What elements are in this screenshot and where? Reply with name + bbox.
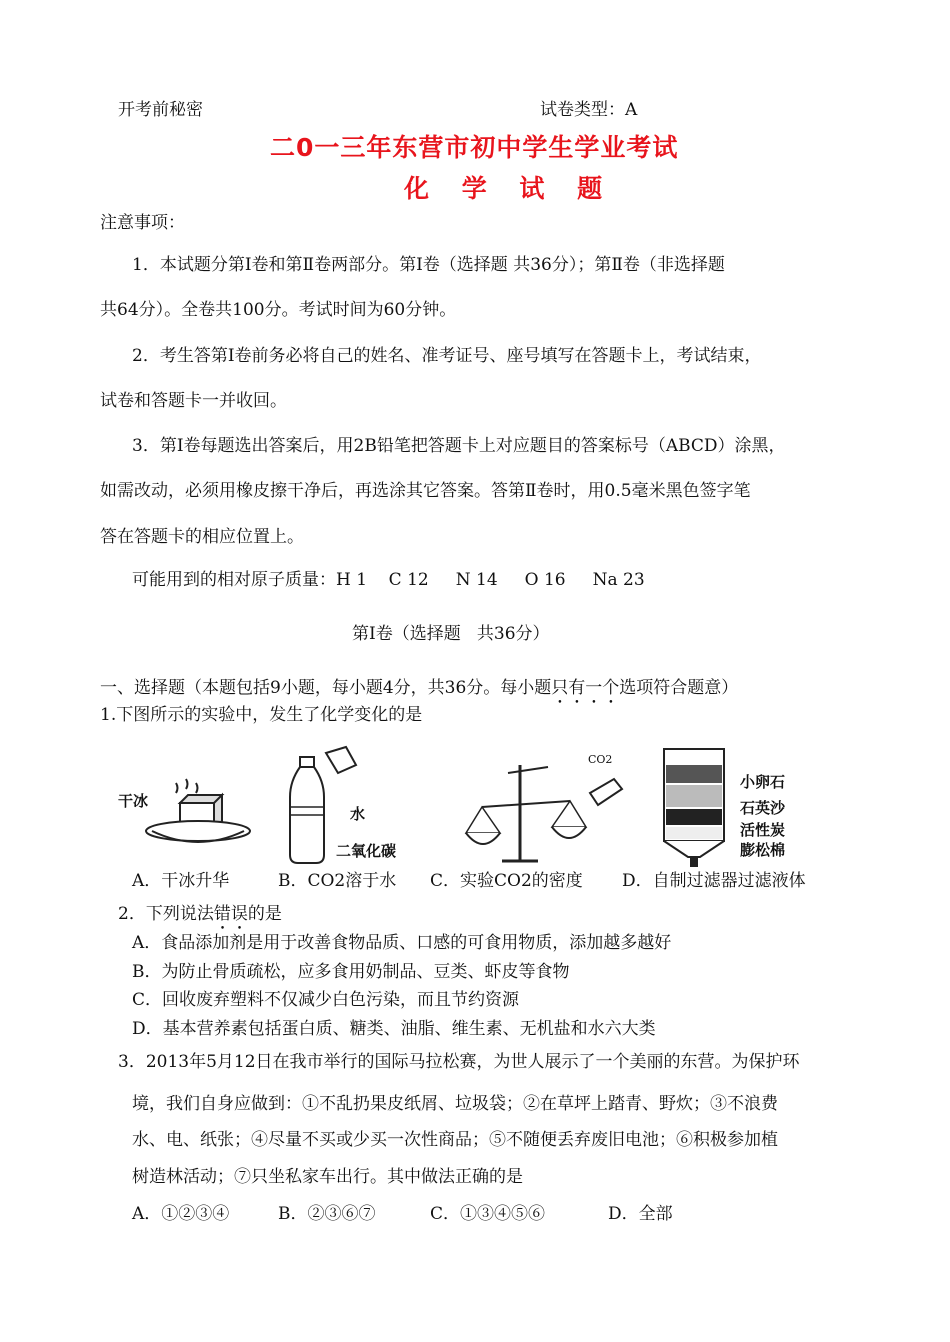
note-2-line-2: 试卷和答题卡一并收回。: [100, 391, 287, 411]
q1-stem: 1.下图所示的实验中，发生了化学变化的是: [100, 705, 423, 725]
filter-layer-4: 膨松棉: [740, 841, 786, 859]
q1-option-b: B．CO2溶于水: [278, 871, 397, 891]
secret-label: 开考前秘密: [118, 100, 203, 120]
atomic-mass-line: 可能用到的相对原子质量：H 1 C 12 N 14 O 16 Na 23: [132, 570, 645, 590]
section-intro-b: 选项符合题意）: [619, 678, 739, 698]
q2-option-d: D．基本营养素包括蛋白质、糖类、油脂、维生素、无机盐和水六大类: [132, 1019, 656, 1039]
q2-option-c: C．回收废弃塑料不仅减少白色污染，而且节约资源: [132, 990, 520, 1010]
section-intro-emphasis: 只有一个: [551, 678, 620, 698]
water-label: 水: [350, 805, 366, 823]
q2-option-b: B．为防止骨质疏松，应多食用奶制品、豆类、虾皮等食物: [132, 962, 570, 982]
note-1-line-2: 共64分）。全卷共100分。考试时间为60分钟。: [100, 300, 457, 320]
q2-stem: [118, 904, 282, 934]
note-3-line-3: 答在答题卡的相应位置上。: [100, 527, 304, 547]
q3-line-2: 境，我们自身应做到：①不乱扔果皮纸屑、垃圾袋；②在草坪上踏青、野炊；③不浪费: [132, 1094, 778, 1114]
notes-heading: 注意事项：: [100, 213, 185, 233]
filter-icon: [660, 745, 730, 870]
filter-layer-1: 小卵石: [740, 773, 786, 791]
figure-dry-ice: [118, 745, 258, 870]
q2-stem-b: 的是: [247, 904, 282, 924]
section-title: 第Ⅰ卷（选择题 共36分）: [352, 624, 550, 644]
section-intro: [100, 678, 738, 708]
note-3-line-1: 3．第Ⅰ卷每题选出答案后，用2B铅笔把答题卡上对应题目的答案标号（ABCD）涂黑，: [132, 436, 786, 456]
dry-ice-label: 干冰: [118, 792, 149, 810]
figure-bottle: [288, 745, 418, 870]
section-intro-a: 一、选择题（本题包括9小题，每小题4分，共36分。每小题: [100, 678, 552, 698]
co2-tag: CO2: [588, 753, 613, 766]
q3-option-b: B．②③⑥⑦: [278, 1204, 376, 1224]
q2-option-a: A．食品添加剂是用于改善食物品质、口感的可食用物质，添加越多越好: [132, 933, 672, 953]
q1-option-d: D．自制过滤器过滤液体: [622, 871, 806, 891]
dry-ice-plate-icon: [138, 775, 258, 850]
figure-balance: [458, 745, 628, 870]
exam-title: 二0一三年东营市初中学生学业考试: [270, 133, 679, 162]
figure-filter: [660, 745, 830, 870]
filter-layer-2: 石英沙: [740, 799, 786, 817]
q3-line-3: 水、电、纸张；④尽量不买或少买一次性商品；⑤不随便丢弃废旧电池；⑥积极参加植: [132, 1130, 778, 1150]
note-3-line-2: 如需改动，必须用橡皮擦干净后，再选涂其它答案。答第Ⅱ卷时，用0.5毫米黑色签字笔: [100, 481, 751, 501]
q3-line-1: 3．2013年5月12日在我市举行的国际马拉松赛，为世人展示了一个美丽的东营。为保护环: [118, 1052, 800, 1072]
filter-layer-3: 活性炭: [740, 821, 786, 839]
subject-title: 化 学 试 题: [404, 174, 615, 203]
co2-label: 二氧化碳: [336, 842, 397, 860]
note-1-line-1: 1．本试题分第Ⅰ卷和第Ⅱ卷两部分。第Ⅰ卷（选择题 共36分）；第Ⅱ卷（非选择题: [132, 255, 725, 275]
q1-option-a: A．干冰升华: [132, 871, 230, 891]
q3-line-4: 树造林活动；⑦只坐私家车出行。其中做法正确的是: [132, 1167, 523, 1187]
q3-option-a: A．①②③④: [132, 1204, 230, 1224]
q2-stem-a: 2．下列说法: [118, 904, 214, 924]
paper-type: 试卷类型：A: [540, 100, 638, 120]
note-2-line-1: 2．考生答第Ⅰ卷前务必将自己的姓名、准考证号、座号填写在答题卡上，考试结束，: [132, 346, 762, 366]
q1-option-c: C．实验CO2的密度: [430, 871, 583, 891]
q2-stem-emphasis: 错误: [213, 904, 248, 924]
q3-option-d: D．全部: [608, 1204, 673, 1224]
q3-option-c: C．①③④⑤⑥: [430, 1204, 546, 1224]
